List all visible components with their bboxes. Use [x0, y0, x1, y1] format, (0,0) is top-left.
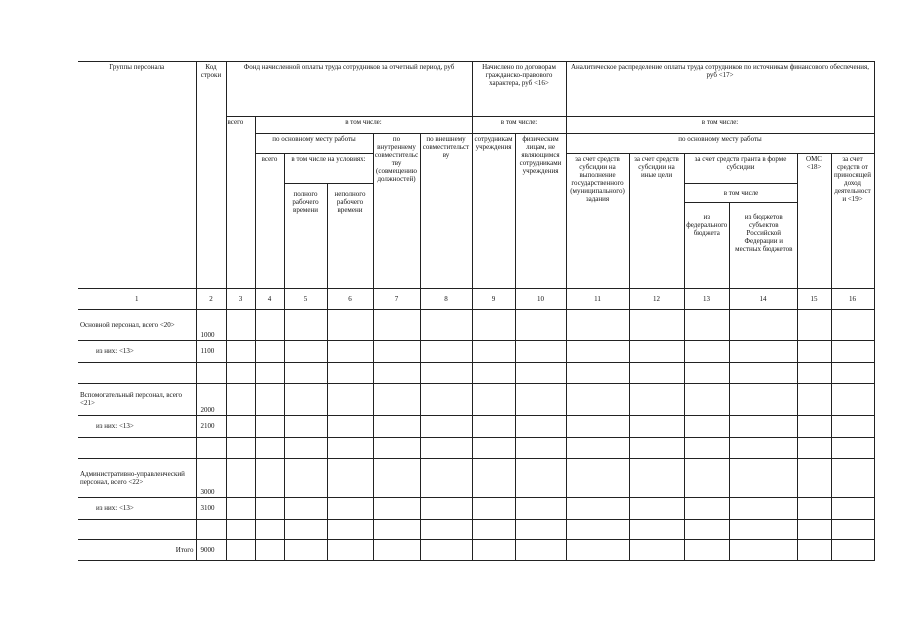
row-code: 3000 [196, 458, 226, 497]
colnum: 16 [831, 288, 874, 309]
colnum: 14 [729, 288, 797, 309]
cell[interactable] [797, 415, 831, 437]
cell[interactable] [797, 309, 831, 340]
cell[interactable] [684, 458, 729, 497]
table-row [78, 340, 874, 362]
cell[interactable] [255, 519, 284, 539]
cell[interactable] [729, 415, 797, 437]
cell[interactable] [196, 362, 226, 383]
cell[interactable] [566, 539, 629, 560]
header-external: по внешнему совместительству [420, 134, 472, 289]
cell[interactable] [420, 383, 472, 415]
header-internal: по внутреннему совместительству (совмещению должностей) [373, 134, 420, 289]
header-fund: Фонд начисленной оплаты труда сотрудников за отчетный период, руб [226, 62, 472, 117]
cell[interactable] [327, 383, 373, 415]
header-groups: Группы персонала [78, 62, 196, 289]
cell[interactable] [420, 497, 472, 519]
colnum: 9 [472, 288, 515, 309]
cell[interactable] [472, 437, 515, 458]
header-main-place: по основному месту работы [255, 134, 373, 154]
header-staff: сотрудникам учреждения [472, 134, 515, 289]
table-row [78, 383, 874, 415]
header-subsidy-task: за счет средств субсидии на выполнение государственного (муниципального) задания [566, 154, 629, 289]
cell[interactable] [566, 458, 629, 497]
header-part-time: неполного рабочего времени [327, 184, 373, 289]
cell[interactable] [284, 309, 327, 340]
cell[interactable] [629, 383, 684, 415]
cell[interactable] [566, 519, 629, 539]
cell[interactable] [831, 415, 874, 437]
cell[interactable] [284, 497, 327, 519]
cell[interactable] [284, 458, 327, 497]
cell[interactable] [284, 340, 327, 362]
cell[interactable] [515, 362, 566, 383]
header-main-place-analytic: по основному месту работы [566, 134, 874, 154]
cell[interactable] [831, 497, 874, 519]
cell[interactable] [226, 362, 255, 383]
cell[interactable] [684, 362, 729, 383]
cell[interactable] [566, 437, 629, 458]
cell [78, 362, 196, 383]
cell[interactable] [684, 309, 729, 340]
cell[interactable] [566, 340, 629, 362]
cell[interactable] [226, 415, 255, 437]
colnum: 12 [629, 288, 684, 309]
table-row [78, 309, 874, 340]
cell[interactable] [629, 309, 684, 340]
row-label: из них: <13> [78, 497, 196, 519]
table-row [78, 415, 874, 437]
cell[interactable] [373, 362, 420, 383]
cell[interactable] [515, 519, 566, 539]
cell[interactable] [327, 497, 373, 519]
cell[interactable] [472, 497, 515, 519]
cell[interactable] [226, 458, 255, 497]
cell[interactable] [472, 362, 515, 383]
cell[interactable] [831, 458, 874, 497]
cell[interactable] [420, 340, 472, 362]
cell[interactable] [831, 539, 874, 560]
cell[interactable] [515, 309, 566, 340]
cell[interactable] [373, 309, 420, 340]
header-total: всего [226, 117, 255, 289]
grant-subtable [685, 184, 798, 288]
cell[interactable] [420, 362, 472, 383]
cell[interactable] [684, 519, 729, 539]
cell[interactable] [684, 539, 729, 560]
cell[interactable] [284, 362, 327, 383]
cell[interactable] [373, 383, 420, 415]
cell[interactable] [226, 497, 255, 519]
cell[interactable] [226, 340, 255, 362]
colnum: 6 [327, 288, 373, 309]
cell[interactable] [684, 383, 729, 415]
cell[interactable] [831, 519, 874, 539]
cell[interactable] [284, 383, 327, 415]
row-label: из них: <13> [78, 340, 196, 362]
header-incl-grant: в том числе [685, 184, 798, 202]
cell[interactable] [629, 497, 684, 519]
row-code: 2100 [196, 415, 226, 437]
cell[interactable] [255, 309, 284, 340]
cell[interactable] [797, 437, 831, 458]
table-row-empty [78, 437, 874, 458]
cell[interactable] [515, 437, 566, 458]
cell[interactable] [684, 340, 729, 362]
cell[interactable] [729, 539, 797, 560]
cell[interactable] [472, 340, 515, 362]
row-code: 2000 [196, 383, 226, 415]
table-row-empty [78, 362, 874, 383]
cell[interactable] [797, 340, 831, 362]
cell[interactable] [629, 458, 684, 497]
header-analytic: Аналитическое распределение оплаты труда сотрудников по источникам финансового обеспечения, руб <17> [566, 62, 874, 117]
cell[interactable] [515, 539, 566, 560]
row-code: 1000 [196, 309, 226, 340]
cell[interactable] [797, 539, 831, 560]
cell[interactable] [255, 497, 284, 519]
cell[interactable] [255, 437, 284, 458]
cell[interactable] [729, 519, 797, 539]
header-contracts: Начислено по договорам гражданско-правового характера, руб <16> [472, 62, 566, 117]
row-label: Административно-управленческий персонал, всего <22> [78, 458, 196, 497]
cell[interactable] [515, 415, 566, 437]
cell[interactable] [729, 497, 797, 519]
row-label: из них: <13> [78, 415, 196, 437]
cell[interactable] [420, 539, 472, 560]
cell[interactable] [327, 415, 373, 437]
cell[interactable] [373, 519, 420, 539]
cell[interactable] [797, 458, 831, 497]
header-regional: из бюджетов субъектов Российской Федерации и местных бюджетов [735, 212, 793, 253]
row-code: 9000 [196, 539, 226, 560]
colnum: 1 [78, 288, 196, 309]
cell[interactable] [472, 383, 515, 415]
header-federal: из федерального бюджета [685, 202, 730, 288]
header-oms-cell: ОМС <18> [797, 154, 831, 289]
cell[interactable] [284, 519, 327, 539]
colnum: 10 [515, 288, 566, 309]
cell[interactable] [373, 497, 420, 519]
cell[interactable] [831, 340, 874, 362]
cell[interactable] [797, 362, 831, 383]
cell[interactable] [797, 519, 831, 539]
cell[interactable] [729, 383, 797, 415]
colnum: 11 [566, 288, 629, 309]
cell[interactable] [629, 340, 684, 362]
header-incl-analytic: в том числе: [566, 117, 874, 134]
cell[interactable] [327, 539, 373, 560]
row-code: 1100 [196, 340, 226, 362]
cell[interactable] [629, 539, 684, 560]
cell[interactable] [566, 497, 629, 519]
cell[interactable] [831, 383, 874, 415]
cell[interactable] [472, 519, 515, 539]
cell[interactable] [373, 437, 420, 458]
cell[interactable] [566, 362, 629, 383]
cell[interactable] [729, 309, 797, 340]
cell[interactable] [515, 497, 566, 519]
cell[interactable] [472, 415, 515, 437]
cell[interactable] [797, 497, 831, 519]
header-incl: в том числе: [255, 117, 472, 134]
row-label-total: Итого [78, 539, 196, 560]
header-individuals: физическим лицам, не являющимся сотрудниками учреждения [515, 134, 566, 289]
colnum: 5 [284, 288, 327, 309]
colnum: 4 [255, 288, 284, 309]
cell [78, 437, 196, 458]
cell[interactable] [255, 383, 284, 415]
column-numbers-row [78, 288, 874, 309]
cell[interactable] [729, 340, 797, 362]
cell[interactable] [226, 519, 255, 539]
cell[interactable] [420, 415, 472, 437]
colnum: 2 [196, 288, 226, 309]
cell[interactable] [729, 437, 797, 458]
cell[interactable] [327, 458, 373, 497]
cell[interactable] [729, 458, 797, 497]
grant-subheader [684, 184, 797, 289]
cell[interactable] [566, 383, 629, 415]
cell[interactable] [255, 539, 284, 560]
cell[interactable] [255, 340, 284, 362]
colnum: 13 [684, 288, 729, 309]
cell[interactable] [196, 437, 226, 458]
payroll-report-table [78, 61, 875, 561]
cell[interactable] [831, 362, 874, 383]
cell[interactable] [226, 383, 255, 415]
cell[interactable] [472, 458, 515, 497]
cell[interactable] [729, 362, 797, 383]
cell[interactable] [420, 437, 472, 458]
header-income: за счет средств от приносящей доход деятельности <19> [831, 154, 874, 289]
cell[interactable] [684, 415, 729, 437]
cell [78, 519, 196, 539]
cell[interactable] [226, 539, 255, 560]
cell[interactable] [327, 519, 373, 539]
header-mp-total: всего [255, 154, 284, 289]
table-row-total [78, 539, 874, 560]
cell[interactable] [196, 519, 226, 539]
cell[interactable] [255, 458, 284, 497]
cell[interactable] [566, 309, 629, 340]
cell[interactable] [472, 539, 515, 560]
cell[interactable] [226, 437, 255, 458]
cell[interactable] [373, 340, 420, 362]
colnum: 8 [420, 288, 472, 309]
colnum: 7 [373, 288, 420, 309]
header-incl-contracts: в том числе: [472, 117, 566, 134]
cell[interactable] [629, 437, 684, 458]
cell[interactable] [226, 309, 255, 340]
cell[interactable] [255, 415, 284, 437]
colnum: 3 [226, 288, 255, 309]
cell[interactable] [373, 415, 420, 437]
cell[interactable] [327, 437, 373, 458]
row-code: 3100 [196, 497, 226, 519]
cell[interactable] [420, 519, 472, 539]
cell[interactable] [515, 340, 566, 362]
cell[interactable] [327, 340, 373, 362]
row-label: Вспомогательный персонал, всего <21> [78, 383, 196, 415]
cell[interactable] [629, 362, 684, 383]
cell[interactable] [255, 362, 284, 383]
cell[interactable] [831, 309, 874, 340]
cell[interactable] [373, 539, 420, 560]
cell[interactable] [373, 458, 420, 497]
cell[interactable] [684, 437, 729, 458]
table-row [78, 497, 874, 519]
cell[interactable] [327, 309, 373, 340]
table-row-empty [78, 519, 874, 539]
cell[interactable] [515, 383, 566, 415]
cell[interactable] [284, 539, 327, 560]
cell[interactable] [629, 415, 684, 437]
header-full-time: полного рабочего времени [284, 184, 327, 289]
cell[interactable] [327, 362, 373, 383]
colnum: 15 [797, 288, 831, 309]
table-row [78, 458, 874, 497]
header-mp-conditions: в том числе на условиях: [284, 154, 373, 184]
cell[interactable] [515, 458, 566, 497]
cell[interactable] [566, 415, 629, 437]
cell[interactable] [420, 458, 472, 497]
header-subsidy-other: за счет средств субсидии на иные цели [629, 154, 684, 289]
cell[interactable] [284, 415, 327, 437]
cell[interactable] [797, 383, 831, 415]
cell[interactable] [420, 309, 472, 340]
cell[interactable] [472, 309, 515, 340]
cell[interactable] [629, 519, 684, 539]
header-grant: за счет средств гранта в форме субсидии [684, 154, 797, 184]
cell[interactable] [684, 497, 729, 519]
cell[interactable] [831, 437, 874, 458]
header-code: Код строки [196, 62, 226, 289]
row-label: Основной персонал, всего <20> [78, 309, 196, 340]
cell[interactable] [284, 437, 327, 458]
